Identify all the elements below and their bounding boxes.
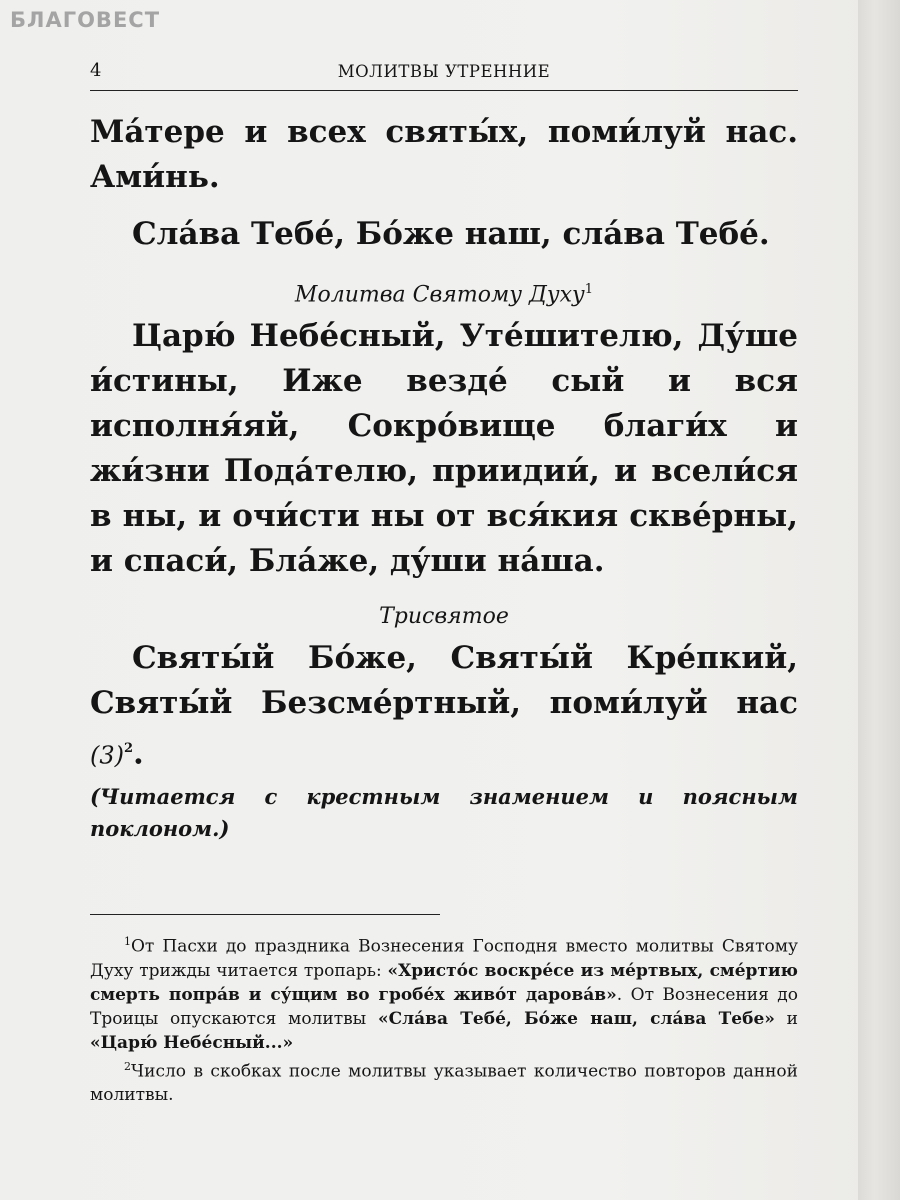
repeat-count: (3): [90, 741, 124, 770]
page-header: [90, 60, 798, 91]
footnote-divider: [90, 914, 440, 915]
footnote-mark: 1: [124, 935, 131, 948]
section-title-text: Молитва Святому Духу: [294, 282, 585, 308]
footnote-text: и: [774, 1008, 798, 1029]
footnote-1: [90, 930, 798, 1055]
prayer-ending: Ма́тере и всех святы́х, поми́луй нас. Ами́нь.: [90, 114, 798, 195]
footnote-ref-1: 1: [584, 282, 594, 297]
trisagion-text: Святы́й Бо́же, Святы́й Кре́пкий, Святы́й Безсме́ртный, поми́луй нас: [90, 640, 798, 722]
facing-page-edge: [858, 0, 900, 1200]
running-head: МОЛИТВЫ УТРЕННИЕ: [337, 62, 551, 81]
footnote-text: Число в скобках после молитвы указывает количество повторов данной молитвы.: [90, 1061, 798, 1106]
watermark-logo: БЛАГОВЕСТ: [10, 8, 161, 32]
prayer-heavenly-king: Царю́ Небе́сный, Уте́шителю, Ду́ше и́стины, Иже везде́ сый и вся исполня́яй, Сокро́вище благи́х и жи́зни Пода́телю, приидии́, и всели́ся в ны, и очи́сти ны от вся́кия скве́рны, и спаси́, Бла́же, ду́ши на́ша.: [90, 318, 798, 580]
footnote-text: От Пасхи до праздника Вознесения Господня вместо молитвы Святому Духу трижды читается тропарь:: [90, 936, 798, 981]
section-title-trisagion: Трисвятое: [379, 604, 509, 630]
section-title-holy-spirit: [90, 275, 798, 310]
footnote-troparion: «Христо́с воскре́се из ме́ртвых, сме́ртию смерть попра́в и су́щим во гробе́х живо́т дарова́в»: [90, 960, 798, 1005]
footnote-text: . От Вознесения до Троицы опускаются молитвы: [90, 984, 798, 1029]
page-body: [90, 110, 798, 845]
doxology: Сла́ва Тебе́, Бо́же наш, сла́ва Тебе́.: [132, 216, 770, 252]
footnote-prayer-name: «Сла́ва Тебе́, Бо́же наш, сла́ва Тебе»: [377, 1008, 775, 1029]
footnote-prayer-name: «Царю́ Небе́сный...»: [90, 1032, 294, 1053]
prayer-trisagion: Святы́й Бо́же, Святы́й Кре́пкий, Святы́й Безсме́ртный, поми́луй нас $(3)^2$.: [90, 640, 798, 772]
rubric-instruction: (Читается с крестным знамением и поясным поклоном.): [90, 783, 798, 841]
footnote-mark: 2: [124, 1059, 131, 1073]
footnotes: [90, 930, 798, 1107]
footnote-2: [90, 1055, 798, 1108]
footnote-ref-2: 2: [124, 741, 134, 757]
page-number: 4: [90, 60, 102, 81]
